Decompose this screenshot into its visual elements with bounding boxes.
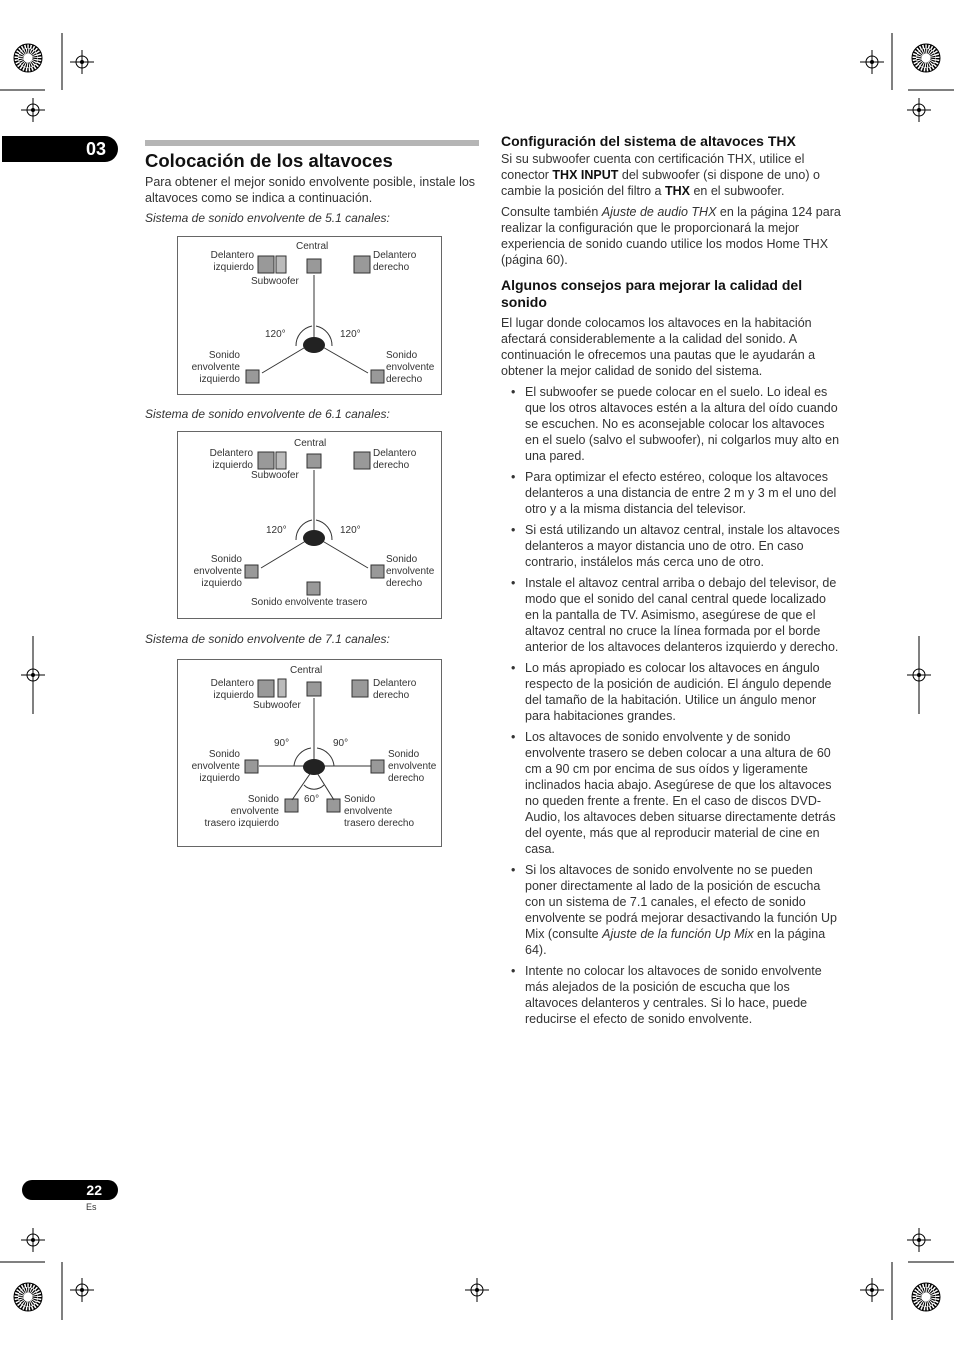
label-angle-left: 120° <box>266 525 287 536</box>
label-front-right-2: derecho <box>373 460 410 471</box>
list-item: • Intente no colocar los altavoces de sonido envolvente más alejados de la posición de escucha que los altavoces delanteros y centrales. Si lo hace, puede reducirse el efecto de sonido envolvente. <box>501 963 841 1027</box>
list-item: • Si está utilizando un altavoz central, instale los altavoces delanteros a mayor distancia uno de otro. En caso contrario, instálelos más cerca uno de otro. <box>501 522 841 570</box>
label-back-left-3: trasero izquierdo <box>204 818 279 829</box>
list-item: • Lo más apropiado es colocar los altavoces en ángulo respecto de la posición de audición. El ángulo depende del tamaño de la habitación. Utilice un ángulo menor para habitaciones grandes. <box>501 660 841 724</box>
label-back-right-2: envolvente <box>344 806 393 817</box>
label-angle-left: 120° <box>265 329 286 340</box>
label-surround-right-1: Sonido <box>388 749 420 760</box>
section-title: Colocación de los altavoces <box>145 150 393 171</box>
title-bar <box>145 140 479 146</box>
caption-51: Sistema de sonido envolvente de 5.1 canales: <box>145 211 390 225</box>
list-item: • El subwoofer se puede colocar en el suelo. Lo ideal es que los otros altavoces estén a la altura del oído cuando se escuchen. No es aconsejable colocar los altavoces en el suelo (salvo el subwoofer), ni colgarlos muy alto en una pared. <box>501 384 841 464</box>
label-surround-right-1: Sonido <box>386 350 418 361</box>
label-surround-left-2: envolvente <box>191 362 240 373</box>
chapter-tab: 03 <box>2 136 118 162</box>
label-surround-left-2: envolvente <box>193 566 242 577</box>
label-subwoofer: Subwoofer <box>251 276 299 287</box>
page-number: 22 <box>22 1180 118 1200</box>
label-surround-left-1: Sonido <box>208 350 240 361</box>
label-surround-left-3: izquierdo <box>201 578 242 589</box>
list-item: • Instale el altavoz central arriba o debajo del televisor, de modo que el sonido del canal central quede localizado en la pantalla de TV. Asimismo, asegúrese de que el altavoz central no cruce la línea formada por el borde anterior de los altavoces delanteros izquierdo y derecho. <box>501 575 841 655</box>
label-central: Central <box>294 438 327 449</box>
label-front-left-2: izquierdo <box>213 690 254 701</box>
label-angle-right: 120° <box>340 525 361 536</box>
label-surround-left-1: Sonido <box>210 554 242 565</box>
label-surround-right-3: derecho <box>388 773 425 784</box>
heading-thx: Configuración del sistema de altavoces THX <box>501 133 796 149</box>
label-front-right-1: Delantero <box>373 678 417 689</box>
heading-tips: Algunos consejos para mejorar la calidad del sonido <box>501 277 803 310</box>
diagram-61 <box>177 431 442 619</box>
label-surround-right-3: derecho <box>386 578 423 589</box>
label-surround-right-3: derecho <box>386 374 423 385</box>
label-front-left-2: izquierdo <box>213 262 254 273</box>
label-front-left-2: izquierdo <box>212 460 253 471</box>
intro-paragraph: Para obtener el mejor sonido envolvente posible, instale los altavoces como se indica a continuación. <box>145 175 476 205</box>
thx-paragraph-2: Consulte también Ajuste de audio THX en la página 124 para realizar la configuración que le proporcionará la mejor experiencia de sonido cuando utilice los modos Home THX (página 60). <box>501 205 841 267</box>
diagram-51 <box>177 236 442 395</box>
label-angle-left: 90° <box>274 738 290 749</box>
caption-71: Sistema de sonido envolvente de 7.1 canales: <box>145 632 390 646</box>
label-angle-right: 90° <box>333 738 349 749</box>
label-front-left-1: Delantero <box>210 250 254 261</box>
label-back-right-1: Sonido <box>344 794 376 805</box>
label-front-left-1: Delantero <box>209 448 253 459</box>
label-surround-back: Sonido envolvente trasero <box>251 597 368 608</box>
label-front-right-1: Delantero <box>373 250 417 261</box>
label-back-left-2: envolvente <box>230 806 279 817</box>
label-surround-right-2: envolvente <box>386 362 435 373</box>
label-angle-right: 120° <box>340 329 361 340</box>
label-angle-back: 60° <box>304 794 320 805</box>
thx-paragraph-1: Si su subwoofer cuenta con certificación THX, utilice el conector THX INPUT del subwoofer (si dispone de uno) o cambie la posición del filtro a THX en el subwoofer. <box>501 152 820 198</box>
label-back-left-1: Sonido <box>247 794 279 805</box>
caption-61: Sistema de sonido envolvente de 6.1 canales: <box>145 407 390 421</box>
tips-intro: El lugar donde colocamos los altavoces en la habitación afectará considerablemente a la calidad del sonido. A continuación le ofrecemos una pautas que le ayudarán a obtener la mejor calidad de sonido del sistema. <box>501 316 816 378</box>
label-surround-left-3: izquierdo <box>199 773 240 784</box>
label-surround-left-1: Sonido <box>208 749 240 760</box>
language-code: Es <box>86 1202 97 1212</box>
label-surround-right-2: envolvente <box>388 761 437 772</box>
list-item: • Para optimizar el efecto estéreo, coloque los altavoces delanteros a una distancia de entre 2 m y 3 m el uno del otro y a la misma distancia del televisor. <box>501 469 841 517</box>
label-front-right-2: derecho <box>373 262 410 273</box>
label-subwoofer: Subwoofer <box>251 470 299 481</box>
tips-list <box>501 384 841 1032</box>
label-surround-right-2: envolvente <box>386 566 435 577</box>
diagram-71 <box>177 659 442 847</box>
label-surround-left-3: izquierdo <box>199 374 240 385</box>
label-subwoofer: Subwoofer <box>253 700 301 711</box>
label-central: Central <box>290 665 323 676</box>
list-item: • Si los altavoces de sonido envolvente no se pueden poner directamente al lado de la posición de escucha con un sistema de 7.1 canales, el efecto de sonido envolvente se podrá mejorar desactivando la función Up Mix (consulte Ajuste de la función Up Mix en la página 64). <box>501 862 841 958</box>
label-front-right-2: derecho <box>373 690 410 701</box>
label-surround-left-2: envolvente <box>191 761 240 772</box>
label-central: Central <box>296 241 329 252</box>
label-front-right-1: Delantero <box>373 448 417 459</box>
label-front-left-1: Delantero <box>210 678 254 689</box>
list-item: • Los altavoces de sonido envolvente y de sonido envolvente trasero se deben colocar a una altura de 60 cm a 90 cm por encima de sus oídos y ligeramente inclinados hacia abajo. Asegúrese de que los altavoces no queden frente a frente. En el caso de discos DVD-Audio, los altavoces deben situarse directamente detrás del oyente, más que al reproducir material de cine en casa. <box>501 729 841 857</box>
label-surround-right-1: Sonido <box>386 554 418 565</box>
label-back-right-3: trasero derecho <box>344 818 415 829</box>
